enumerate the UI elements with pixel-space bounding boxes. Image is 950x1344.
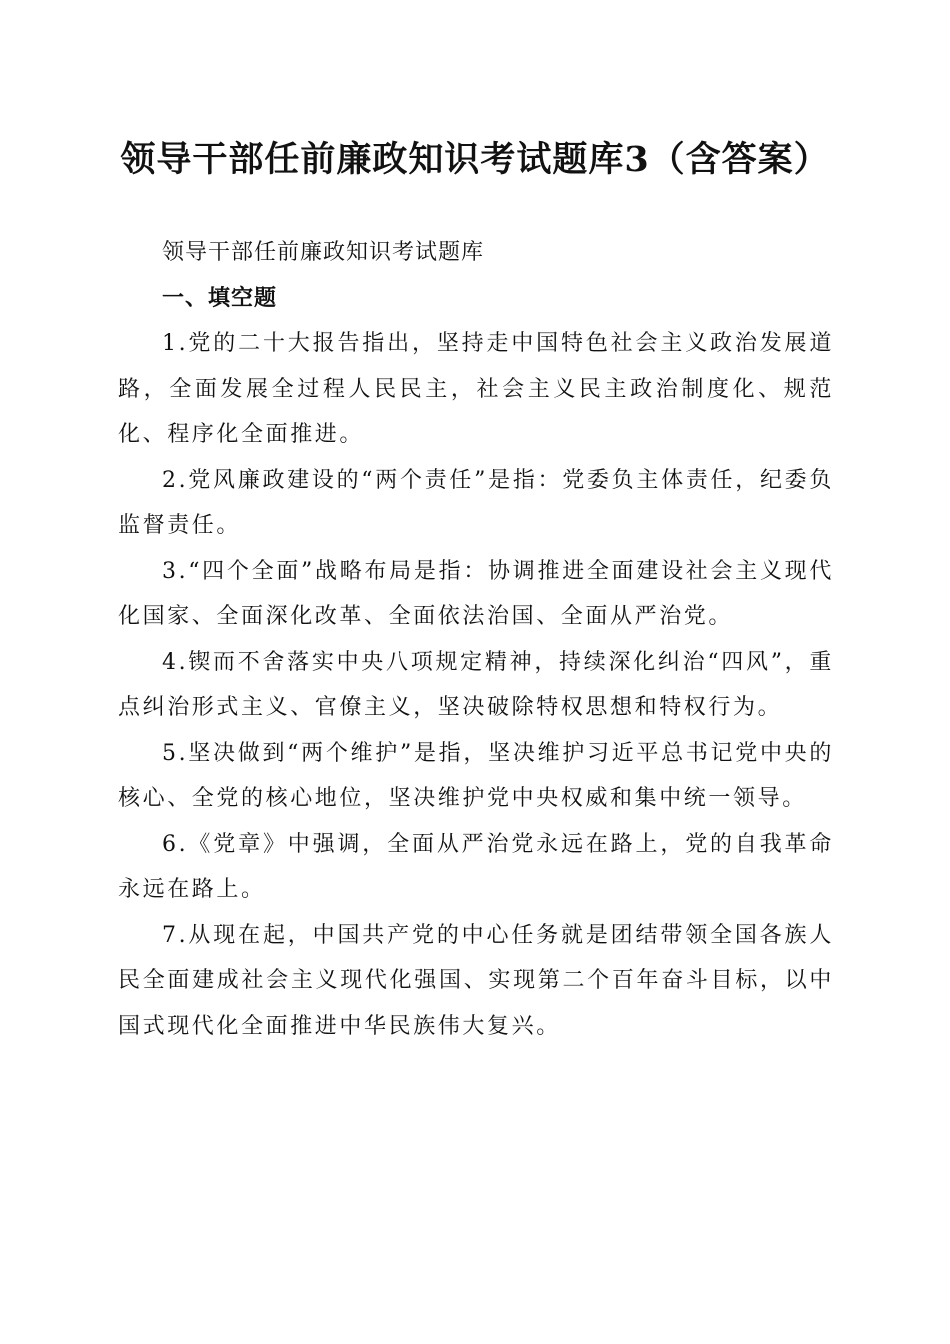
document-title: 领导干部任前廉政知识考试题库3（含答案） — [120, 139, 830, 180]
question-item-4: 4.锲而不舍落实中央八项规定精神，持续深化纠治“四风”，重点纠治形式主义、官僚主义，坚决破除特权思想和特权行为。 — [118, 649, 834, 720]
question-item-6: 6.《党章》中强调，全面从严治党永远在路上，党的自我革命永远在路上。 — [118, 831, 834, 902]
question-item-5: 5.坚决做到“两个维护”是指，坚决维护习近平总书记党中央的核心、全党的核心地位，坚决维护党中央权威和集中统一领导。 — [118, 740, 834, 811]
question-item-1: 1.党的二十大报告指出，坚持走中国特色社会主义政治发展道路，全面发展全过程人民民主，社会主义民主政治制度化、规范化、程序化全面推进。 — [118, 331, 834, 447]
question-item-2: 2.党风廉政建设的“两个责任”是指：党委负主体责任，纪委负监督责任。 — [118, 467, 834, 538]
section-heading: 一、填空题 — [162, 285, 278, 311]
question-item-3: 3.“四个全面”战略布局是指：协调推进全面建设社会主义现代化国家、全面深化改革、全面依法治国、全面从严治党。 — [118, 558, 834, 629]
document-subtitle: 领导干部任前廉政知识考试题库 — [162, 240, 485, 265]
document-body — [118, 230, 834, 1049]
question-item-7: 7.从现在起，中国共产党的中心任务就是团结带领全国各族人民全面建成社会主义现代化强国、实现第二个百年奋斗目标，以中国式现代化全面推进中华民族伟大复兴。 — [118, 922, 834, 1039]
